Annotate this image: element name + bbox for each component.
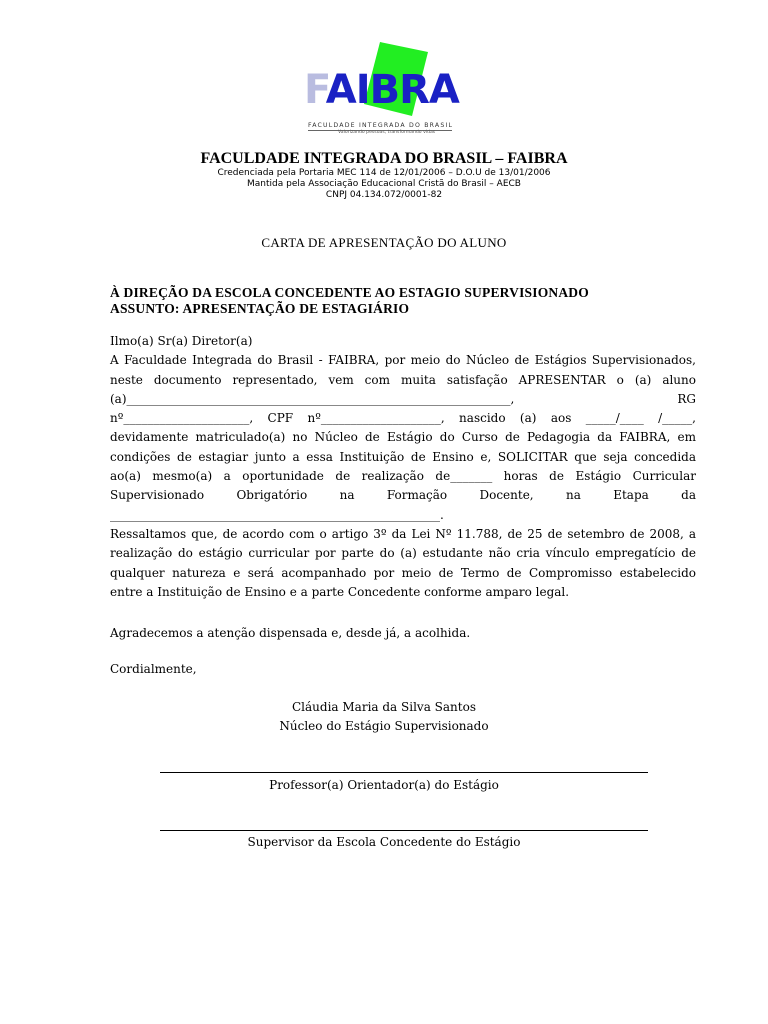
paragraph-line: entre a Instituição de Ensino e a parte Concedente conforme amparo legal. bbox=[110, 584, 570, 599]
paragraph-line: devidamente matriculado(a) no Núcleo de Estágio do Curso de Pedagogia da FAIBRA, em bbox=[110, 430, 696, 445]
letter-body bbox=[110, 332, 696, 602]
paragraph-line: qualquer natureza e será acompanhado por meio de Termo de Compromisso estabelecido bbox=[110, 565, 696, 580]
stage-blank: _______________________________________________________. bbox=[110, 507, 444, 522]
paragraph-line: realização do estágio curricular por parte do (a) estudante não cria vínculo empregatício de bbox=[110, 546, 696, 561]
student-name-blank: (a)________________________________________________________________, RG bbox=[110, 391, 696, 406]
signature-line-supervisor bbox=[160, 830, 648, 831]
logo-tagline: Valorizando pessoas, transformando vidas bbox=[338, 130, 436, 135]
student-id-blanks: nº_____________________, CPF nº____________________, nascido (a) aos _____/____ /_____, bbox=[110, 411, 696, 426]
institution-name: FACULDADE INTEGRADA DO BRASIL – FAIBRA bbox=[200, 150, 568, 167]
signer-role: Núcleo do Estágio Supervisionado bbox=[279, 719, 489, 733]
signer-name: Cláudia Maria da Silva Santos bbox=[292, 700, 476, 714]
paragraph-line: neste documento representado, vem com muita satisfação APRESENTAR o (a) aluno bbox=[110, 372, 696, 387]
document-title: CARTA DE APRESENTAÇÃO DO ALUNO bbox=[261, 235, 507, 250]
paragraph-line: condições de estagiar junto a essa Instituição de Ensino e, SOLICITAR que seja concedida bbox=[110, 449, 696, 464]
supervisor-signature-label: Supervisor da Escola Concedente do Estágio bbox=[247, 835, 521, 849]
accreditation-line: Credenciada pela Portaria MEC 114 de 12/01/2006 – D.O.U de 13/01/2006 bbox=[217, 168, 551, 178]
paragraph-line: Ressaltamos que, de acordo com o artigo 3º da Lei Nº 11.788, de 25 de setembro de 2008, a bbox=[110, 526, 696, 541]
signature-line-advisor bbox=[160, 772, 648, 773]
paragraph-line: Supervisionado Obrigatório na Formação Docente, na Etapa da bbox=[110, 488, 696, 503]
logo-subtitle: FACULDADE INTEGRADA DO BRASIL bbox=[308, 122, 454, 129]
thanks-line: Agradecemos a atenção dispensada e, desde já, a acolhida. bbox=[110, 626, 471, 640]
salutation: Ilmo(a) Sr(a) Diretor(a) bbox=[110, 334, 253, 348]
logo-wordmark: FAIBRA bbox=[304, 67, 459, 113]
subject-line: ASSUNTO: APRESENTAÇÃO DE ESTAGIÁRIO bbox=[110, 301, 410, 316]
closing-line: Cordialmente, bbox=[110, 662, 197, 676]
hours-blank: ao(a) mesmo(a) a oportunidade de realização de_______ horas de Estágio Curricular bbox=[110, 469, 696, 484]
paragraph-line: A Faculdade Integrada do Brasil - FAIBRA, por meio do Núcleo de Estágios Supervisionados, bbox=[110, 353, 696, 368]
addressee-line: À DIREÇÃO DA ESCOLA CONCEDENTE AO ESTAGIO SUPERVISIONADO bbox=[110, 285, 589, 300]
faibra-logo bbox=[300, 40, 470, 136]
cnpj-line: CNPJ 04.134.072/0001-82 bbox=[325, 190, 443, 200]
advisor-signature-label: Professor(a) Orientador(a) do Estágio bbox=[269, 778, 499, 792]
maintainer-line: Mantida pela Associação Educacional Cristã do Brasil – AECB bbox=[247, 179, 521, 189]
